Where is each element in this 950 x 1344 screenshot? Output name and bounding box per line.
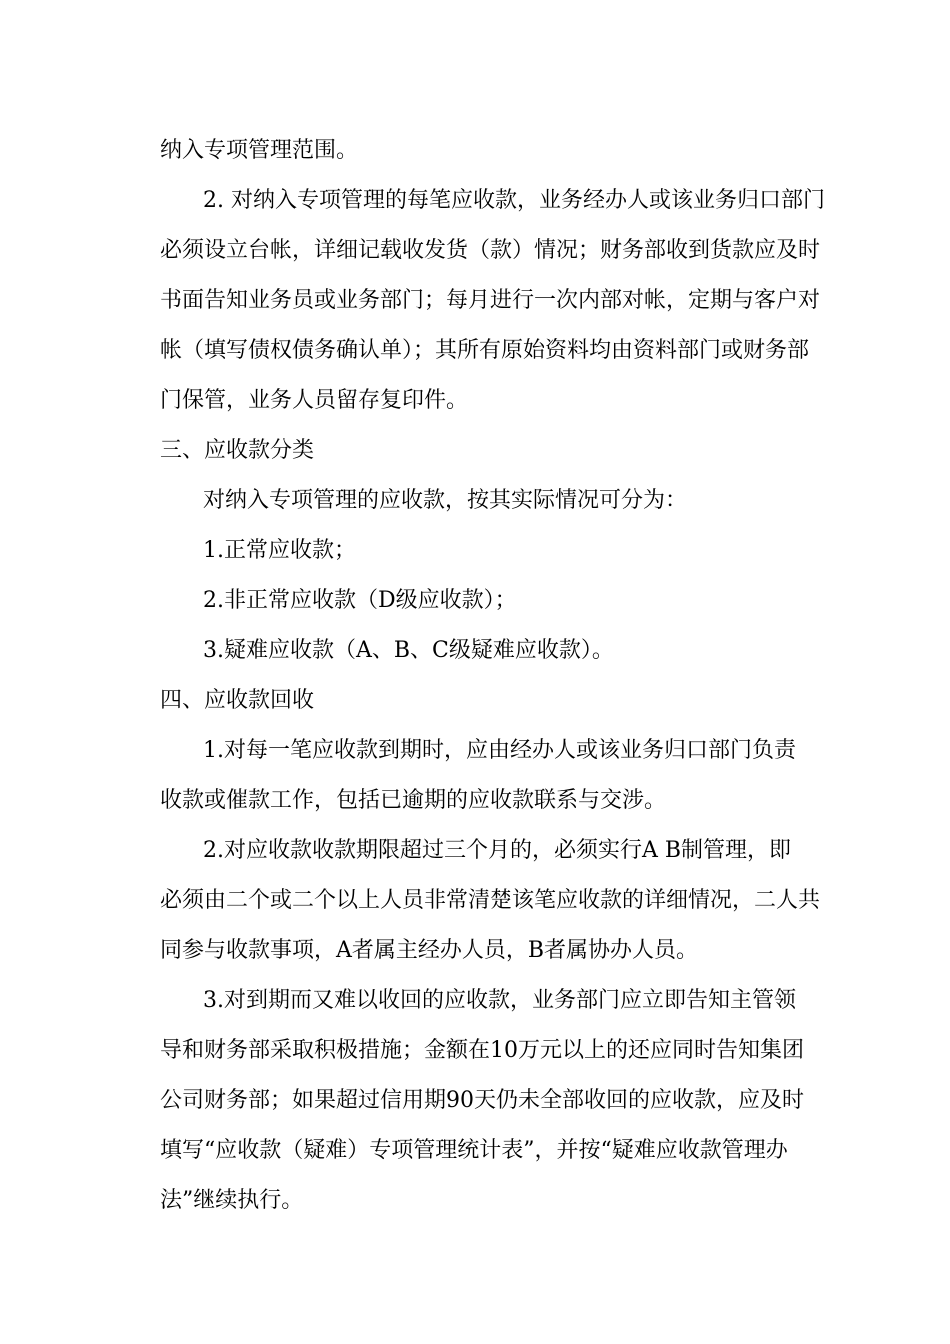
text-line: 1.对每一笔应收款到期时，应由经办人或该业务归口部门负责: [203, 738, 796, 763]
text-line: 对纳入专项管理的应收款，按其实际情况可分为：: [203, 488, 688, 513]
text-line: 收款或催款工作，包括已逾期的应收款联系与交涉。: [160, 788, 667, 813]
text-line: 必须由二个或二个以上人员非常清楚该笔应收款的详细情况，二人共: [160, 888, 821, 913]
text-line: 2.对应收款收款期限超过三个月的，必须实行A B制管理，即: [203, 838, 792, 863]
text-line: 同参与收款事项，A者属主经办人员，B者属协办人员。: [160, 938, 699, 963]
section-heading: 四、应收款回收: [160, 688, 315, 713]
list-item: 2.非正常应收款（D级应收款）；: [203, 588, 517, 613]
list-item: 3.疑难应收款（A、B、C级疑难应收款）。: [203, 638, 614, 663]
text-line: 帐（填写债权债务确认单）；其所有原始资料均由资料部门或财务部: [160, 338, 810, 363]
document-body: [160, 126, 835, 1226]
text-line: 纳入专项管理范围。: [160, 138, 359, 163]
text-line: 公司财务部；如果超过信用期90天仍未全部收回的应收款，应及时: [160, 1088, 804, 1113]
text-line: 填写“应收款（疑难）专项管理统计表”，并按“疑难应收款管理办: [160, 1138, 788, 1163]
section-heading: 三、应收款分类: [160, 438, 315, 463]
text-line: 门保管，业务人员留存复印件。: [160, 388, 469, 413]
text-line: 必须设立台帐，详细记载收发货（款）情况；财务部收到货款应及时: [160, 238, 821, 263]
text-line: 3.对到期而又难以收回的应收款，业务部门应立即告知主管领: [203, 988, 796, 1013]
text-line: 书面告知业务员或业务部门；每月进行一次内部对帐，定期与客户对: [160, 288, 821, 313]
list-item: 1.正常应收款；: [203, 538, 356, 563]
text-line: 导和财务部采取积极措施；金额在10万元以上的还应同时告知集团: [160, 1038, 804, 1063]
text-line: 2. 对纳入专项管理的每笔应收款，业务经办人或该业务归口部门: [203, 188, 825, 213]
text-line: 法”继续执行。: [160, 1188, 304, 1213]
